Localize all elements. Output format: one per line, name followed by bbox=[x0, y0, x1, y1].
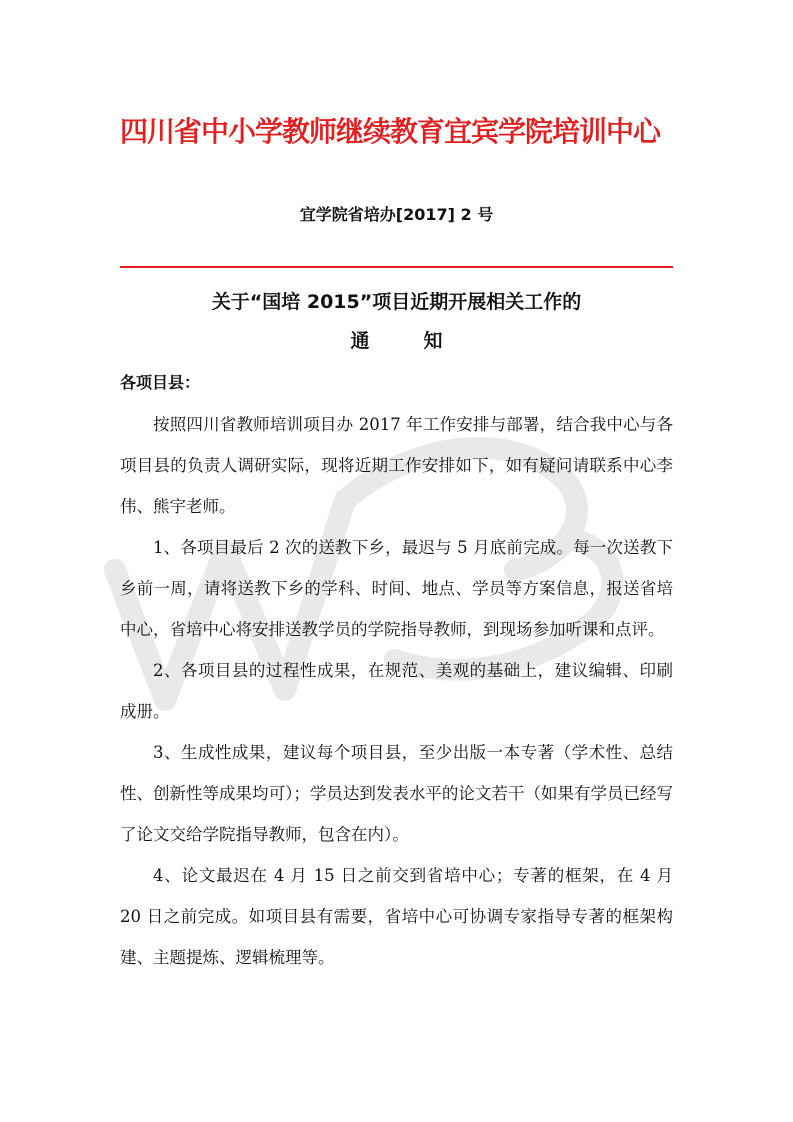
org-title: 四川省中小学教师继续教育宜宾学院培训中心 bbox=[120, 115, 661, 148]
notice-subtitle-right: 知 bbox=[423, 330, 443, 352]
paragraph-item-3: 3、生成性成果，建议每个项目县，至少出版一本专著（学术性、总结性、创新性等成果均可）；学员达到发表水平的论文若干（如果有学员已经写了论文交给学院指导教师，包含在内）。 bbox=[120, 743, 673, 844]
paragraph-item-1: 1、各项目最后 2 次的送教下乡，最迟与 5 月底前完成。每一次送教下乡前一周，请将送教下乡的学科、时间、地点、学员等方案信息，报送省培中心，省培中心将安排送教学员的学院指导教师，到现场参加听课和点评。 bbox=[120, 538, 673, 639]
paragraph-item-4: 4、论文最迟在 4 月 15 日之前交到省培中心；专著的框架，在 4 月 20 日之前完成。如项目县有需要，省培中心可协调专家指导专著的框架构建、主题提炼、逻辑梳理等。 bbox=[120, 866, 673, 967]
paragraph-item-2: 2、各项目县的过程性成果，在规范、美观的基础上，建议编辑、印刷成册。 bbox=[120, 661, 673, 721]
document-number: 宜学院省培办[2017] 2 号 bbox=[299, 205, 494, 224]
notice-title: 关于“国培 2015”项目近期开展相关工作的 bbox=[211, 291, 582, 313]
notice-subtitle-left: 通 bbox=[350, 330, 370, 352]
notice-subtitle bbox=[0, 326, 793, 353]
notice-body bbox=[120, 404, 673, 978]
red-divider bbox=[120, 266, 673, 268]
paragraph-intro: 按照四川省教师培训项目办 2017 年工作安排与部署，结合我中心与各项目县的负责人调研实际，现将近期工作安排如下，如有疑问请联系中心李伟、熊宇老师。 bbox=[120, 415, 673, 516]
salutation: 各项目县： bbox=[120, 373, 201, 392]
